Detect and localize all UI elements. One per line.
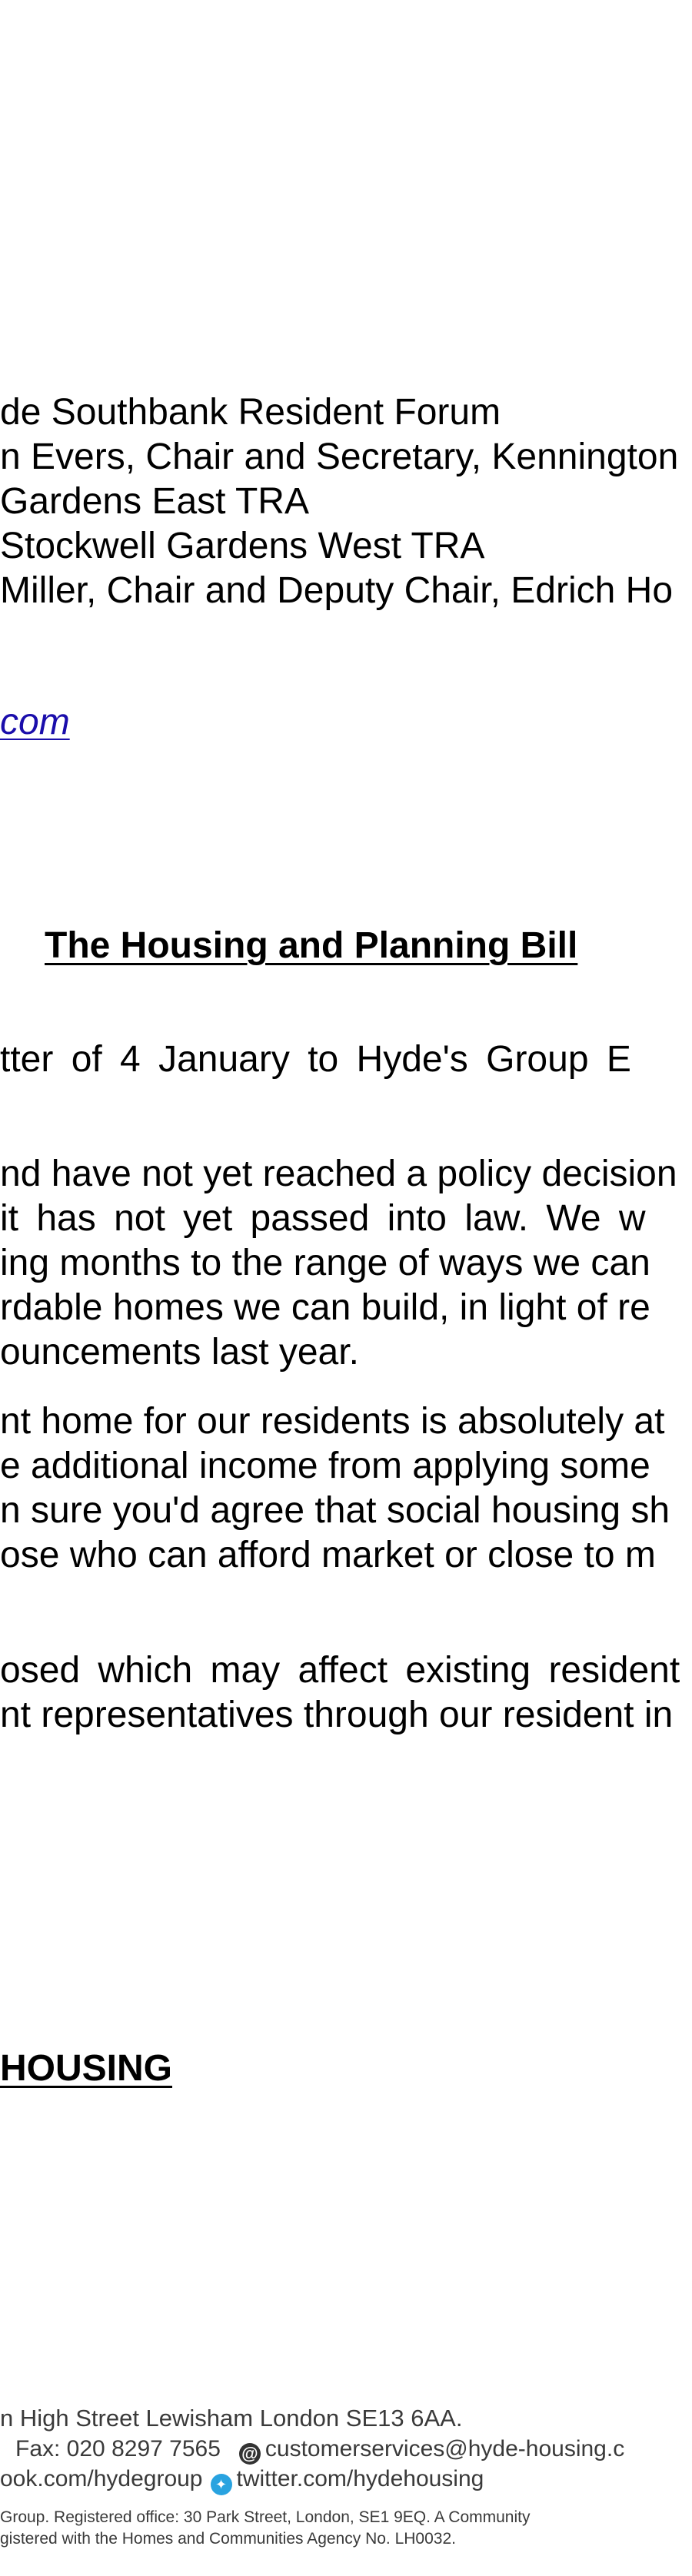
footer-legal-line-2: gistered with the Homes and Communities Agency No. LH0032. <box>0 2530 456 2548</box>
signature-organisation: HOUSING <box>0 2048 173 2089</box>
paragraph-2-line-3: ing months to the range of ways we can <box>0 1243 650 1283</box>
paragraph-2-line-4: rdable homes we can build, in light of re <box>0 1287 650 1328</box>
footer-facebook[interactable]: ook.com/hydegroup <box>0 2466 203 2491</box>
letter-title: The Housing and Planning Bill <box>45 925 578 966</box>
at-sign-icon: @ <box>239 2443 261 2465</box>
paragraph-3-line-4: ose who can afford market or close to m <box>0 1535 656 1575</box>
footer-social-row <box>0 2465 484 2495</box>
paragraph-2-line-5: ouncements last year. <box>0 1332 359 1373</box>
footer-twitter[interactable]: twitter.com/hydehousing <box>236 2466 484 2491</box>
paragraph-2-line-1: nd have not yet reached a policy decision <box>0 1154 677 1194</box>
addressee-line-5: Miller, Chair and Deputy Chair, Edrich Ho <box>0 570 674 611</box>
addressee-line-2: n Evers, Chair and Secretary, Kennington <box>0 437 679 477</box>
footer-contact-row <box>0 2435 624 2465</box>
paragraph-4-line-1: osed which may affect existing resident <box>0 1650 680 1691</box>
paragraph-3-line-3: n sure you'd agree that social housing sh <box>0 1490 670 1531</box>
addressee-line-1: de Southbank Resident Forum <box>0 392 501 433</box>
addressee-line-3: Gardens East TRA <box>0 481 309 522</box>
paragraph-3-line-2: e additional income from applying some <box>0 1446 650 1486</box>
paragraph-4-line-2: nt representatives through our resident in <box>0 1695 674 1735</box>
footer-address: n High Street Lewisham London SE13 6AA. <box>0 2405 463 2432</box>
footer-legal-line-1: Group. Registered office: 30 Park Street, London, SE1 9EQ. A Community <box>0 2508 531 2526</box>
paragraph-2-line-2: it has not yet passed into law. We w <box>0 1198 646 1239</box>
paragraph-1-line-1: tter of 4 January to Hyde's Group E <box>0 1039 631 1080</box>
footer-fax: Fax: 020 8297 7565 <box>15 2436 221 2461</box>
email-link[interactable]: com <box>0 702 70 742</box>
addressee-line-4: Stockwell Gardens West TRA <box>0 526 485 566</box>
footer-email[interactable]: customerservices@hyde-housing.c <box>264 2436 625 2461</box>
twitter-bird-icon: ✦ <box>211 2474 232 2495</box>
paragraph-3-line-1: nt home for our residents is absolutely at <box>0 1401 665 1442</box>
